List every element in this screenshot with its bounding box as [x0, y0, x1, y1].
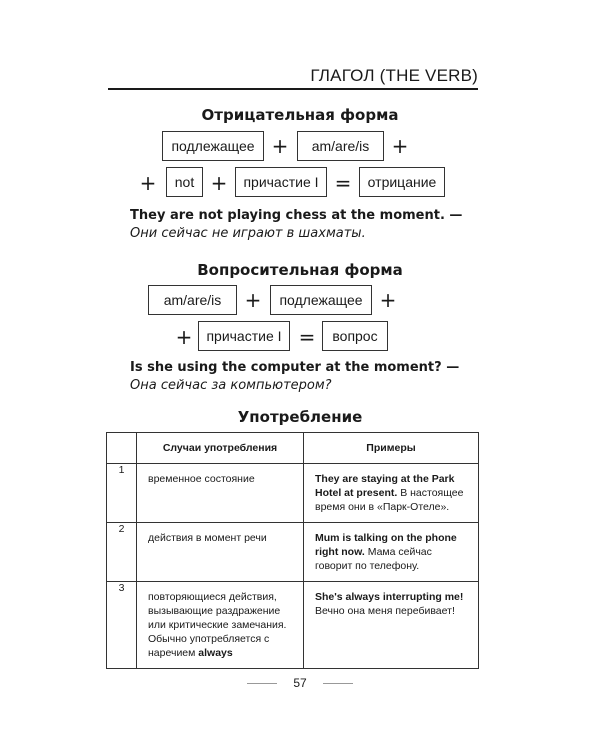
row-number: 3	[107, 582, 137, 669]
table-row	[107, 464, 479, 523]
equals-operator: =	[298, 325, 316, 349]
case-cell	[137, 464, 304, 523]
formula-box-aux: am/are/is	[148, 285, 237, 315]
negative-example-ru: Они сейчас не играют в шахматы.	[130, 226, 366, 241]
formula-box-result: отрицание	[359, 167, 445, 197]
running-header: ГЛАГОЛ (THE VERB)	[310, 66, 478, 85]
equals-operator: =	[334, 171, 352, 195]
example-cell	[304, 464, 479, 523]
header-num	[107, 433, 137, 464]
example-cell	[304, 582, 479, 669]
plus-operator: +	[391, 134, 409, 158]
table-header-row	[107, 433, 479, 464]
negative-form-title: Отрицательная форма	[201, 106, 399, 124]
case-text: повторяющиеся действия, вызывающие раздражение или критические замечания. Обычно употребляется с наречием	[148, 591, 287, 659]
case-text: временное состояние	[148, 473, 255, 485]
formula-box-result: вопрос	[322, 321, 388, 351]
formula-box-not: not	[166, 167, 203, 197]
example-en: She's always interrupting me!	[315, 591, 464, 603]
header-cases: Случаи употребления	[137, 433, 304, 464]
formula-box-aux: am/are/is	[297, 131, 384, 161]
plus-operator: +	[271, 134, 289, 158]
row-number: 1	[107, 464, 137, 523]
example-cell	[304, 523, 479, 582]
plus-operator: +	[379, 288, 397, 312]
table-row	[107, 582, 479, 669]
row-number: 2	[107, 523, 137, 582]
case-text: действия в момент речи	[148, 532, 267, 544]
page-number: 57	[293, 676, 307, 690]
header-examples: Примеры	[304, 433, 479, 464]
example-ru: Вечно она меня перебивает!	[315, 605, 455, 617]
question-example-ru: Она сейчас за компьютером?	[130, 378, 332, 393]
case-cell	[137, 582, 304, 669]
formula-box-subject: подлежащее	[270, 285, 372, 315]
example-en: Mum is talking on the phone right now.	[315, 532, 457, 558]
negative-example-en: They are not playing chess at the moment. —	[130, 208, 463, 223]
example-ru: Мама сейчас говорит по телефону.	[315, 546, 432, 572]
formula-box-subject: подлежащее	[162, 131, 264, 161]
example-en: They are staying at the Park Hotel at present.	[315, 473, 455, 499]
plus-operator: +	[175, 325, 193, 349]
page-number-line-right	[323, 683, 353, 684]
case-cell	[137, 523, 304, 582]
plus-operator: +	[210, 171, 228, 195]
plus-operator: +	[139, 171, 157, 195]
formula-box-participle: причастие I	[235, 167, 327, 197]
example-ru: В настоящее время они в «Парк-Отеле».	[315, 487, 464, 513]
header-rule	[108, 88, 478, 90]
case-bold-adverb: always	[198, 647, 233, 659]
table-row	[107, 523, 479, 582]
usage-table	[106, 432, 479, 669]
plus-operator: +	[244, 288, 262, 312]
question-form-title: Вопросительная форма	[197, 261, 403, 279]
usage-title: Употребление	[237, 408, 363, 426]
formula-box-participle: причастие I	[198, 321, 290, 351]
question-example-en: Is she using the computer at the moment? —	[130, 360, 460, 375]
